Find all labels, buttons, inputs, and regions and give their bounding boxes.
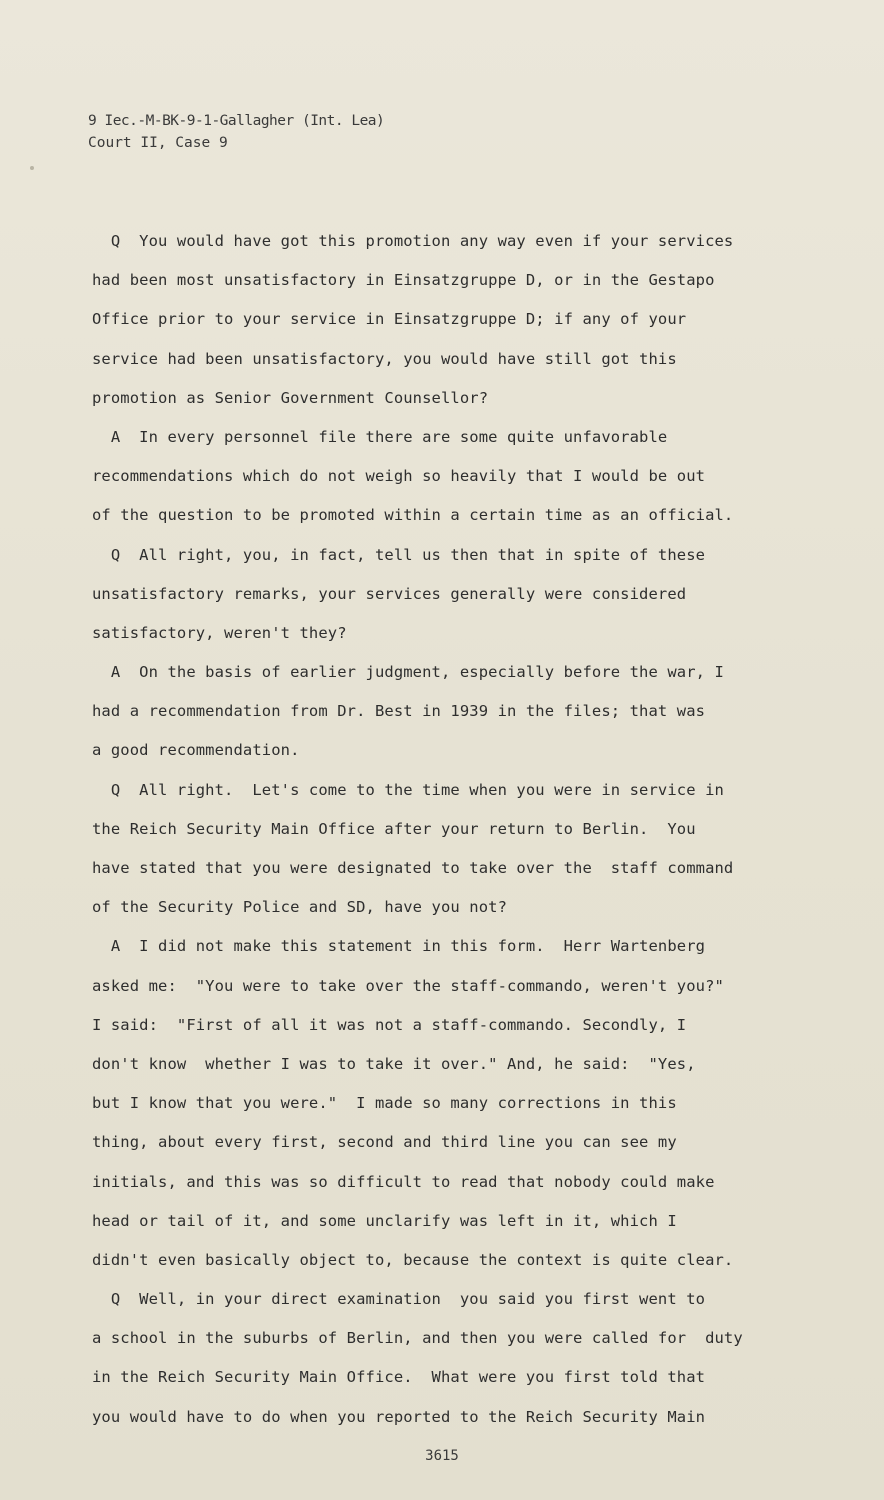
text-line: but I know that you were." I made so many corrections in this bbox=[92, 1094, 677, 1113]
transcript-body bbox=[92, 222, 782, 1437]
header-line-1: 9 Iec.-M-BK-9-1-Gallagher (Int. Lea) bbox=[88, 113, 385, 129]
text-line: had a recommendation from Dr. Best in 1939 in the files; that was bbox=[92, 702, 706, 721]
text-line: A On the basis of earlier judgment, especially before the war, I bbox=[92, 663, 724, 682]
text-line: of the Security Police and SD, have you not? bbox=[92, 898, 507, 917]
text-line: have stated that you were designated to take over the staff command bbox=[92, 859, 734, 877]
text-line: A I did not make this statement in this form. Herr Wartenberg bbox=[92, 937, 706, 956]
text-line: thing, about every first, second and third line you can see my bbox=[92, 1133, 677, 1152]
document-header bbox=[88, 110, 384, 154]
text-line: you would have to do when you reported to the Reich Security Main bbox=[92, 1407, 706, 1426]
text-line: Q You would have got this promotion any way even if your services bbox=[92, 232, 734, 250]
text-line: unsatisfactory remarks, your services generally were considered bbox=[92, 584, 687, 603]
text-line: satisfactory, weren't they? bbox=[92, 623, 347, 642]
text-line: a school in the suburbs of Berlin, and then you were called for duty bbox=[92, 1329, 743, 1348]
paper-speck bbox=[30, 166, 34, 170]
text-line: didn't even basically object to, because the context is quite clear. bbox=[92, 1250, 734, 1269]
text-line: a good recommendation. bbox=[92, 741, 300, 760]
text-line: promotion as Senior Government Counsellor? bbox=[92, 388, 489, 407]
text-line: initials, and this was so difficult to read that nobody could make bbox=[92, 1172, 715, 1191]
text-line: the Reich Security Main Office after your return to Berlin. You bbox=[92, 819, 696, 838]
text-line: of the question to be promoted within a certain time as an official. bbox=[92, 506, 734, 525]
header-line-2: Court II, Case 9 bbox=[88, 135, 228, 151]
text-line: in the Reich Security Main Office. What were you first told that bbox=[92, 1368, 706, 1387]
text-line: Q All right. Let's come to the time when you were in service in bbox=[92, 780, 724, 799]
text-line: Office prior to your service in Einsatzgruppe D; if any of your bbox=[92, 310, 687, 329]
text-line: head or tail of it, and some unclarify was left in it, which I bbox=[92, 1211, 677, 1230]
text-line: had been most unsatisfactory in Einsatzgruppe D, or in the Gestapo bbox=[92, 271, 715, 290]
page-number: 3615 bbox=[425, 1448, 459, 1464]
text-line: A In every personnel file there are some quite unfavorable bbox=[92, 427, 668, 446]
text-line: I said: "First of all it was not a staff-commando. Secondly, I bbox=[92, 1015, 687, 1034]
text-line: asked me: "You were to take over the staff-commando, weren't you?" bbox=[92, 976, 724, 995]
text-line: Q All right, you, in fact, tell us then that in spite of these bbox=[92, 545, 706, 564]
text-line: service had been unsatisfactory, you would have still got this bbox=[92, 349, 677, 368]
text-line: Q Well, in your direct examination you said you first went to bbox=[92, 1290, 706, 1309]
text-line: recommendations which do not weigh so heavily that I would be out bbox=[92, 467, 706, 486]
text-line: don't know whether I was to take it over." And, he said: "Yes, bbox=[92, 1054, 696, 1073]
